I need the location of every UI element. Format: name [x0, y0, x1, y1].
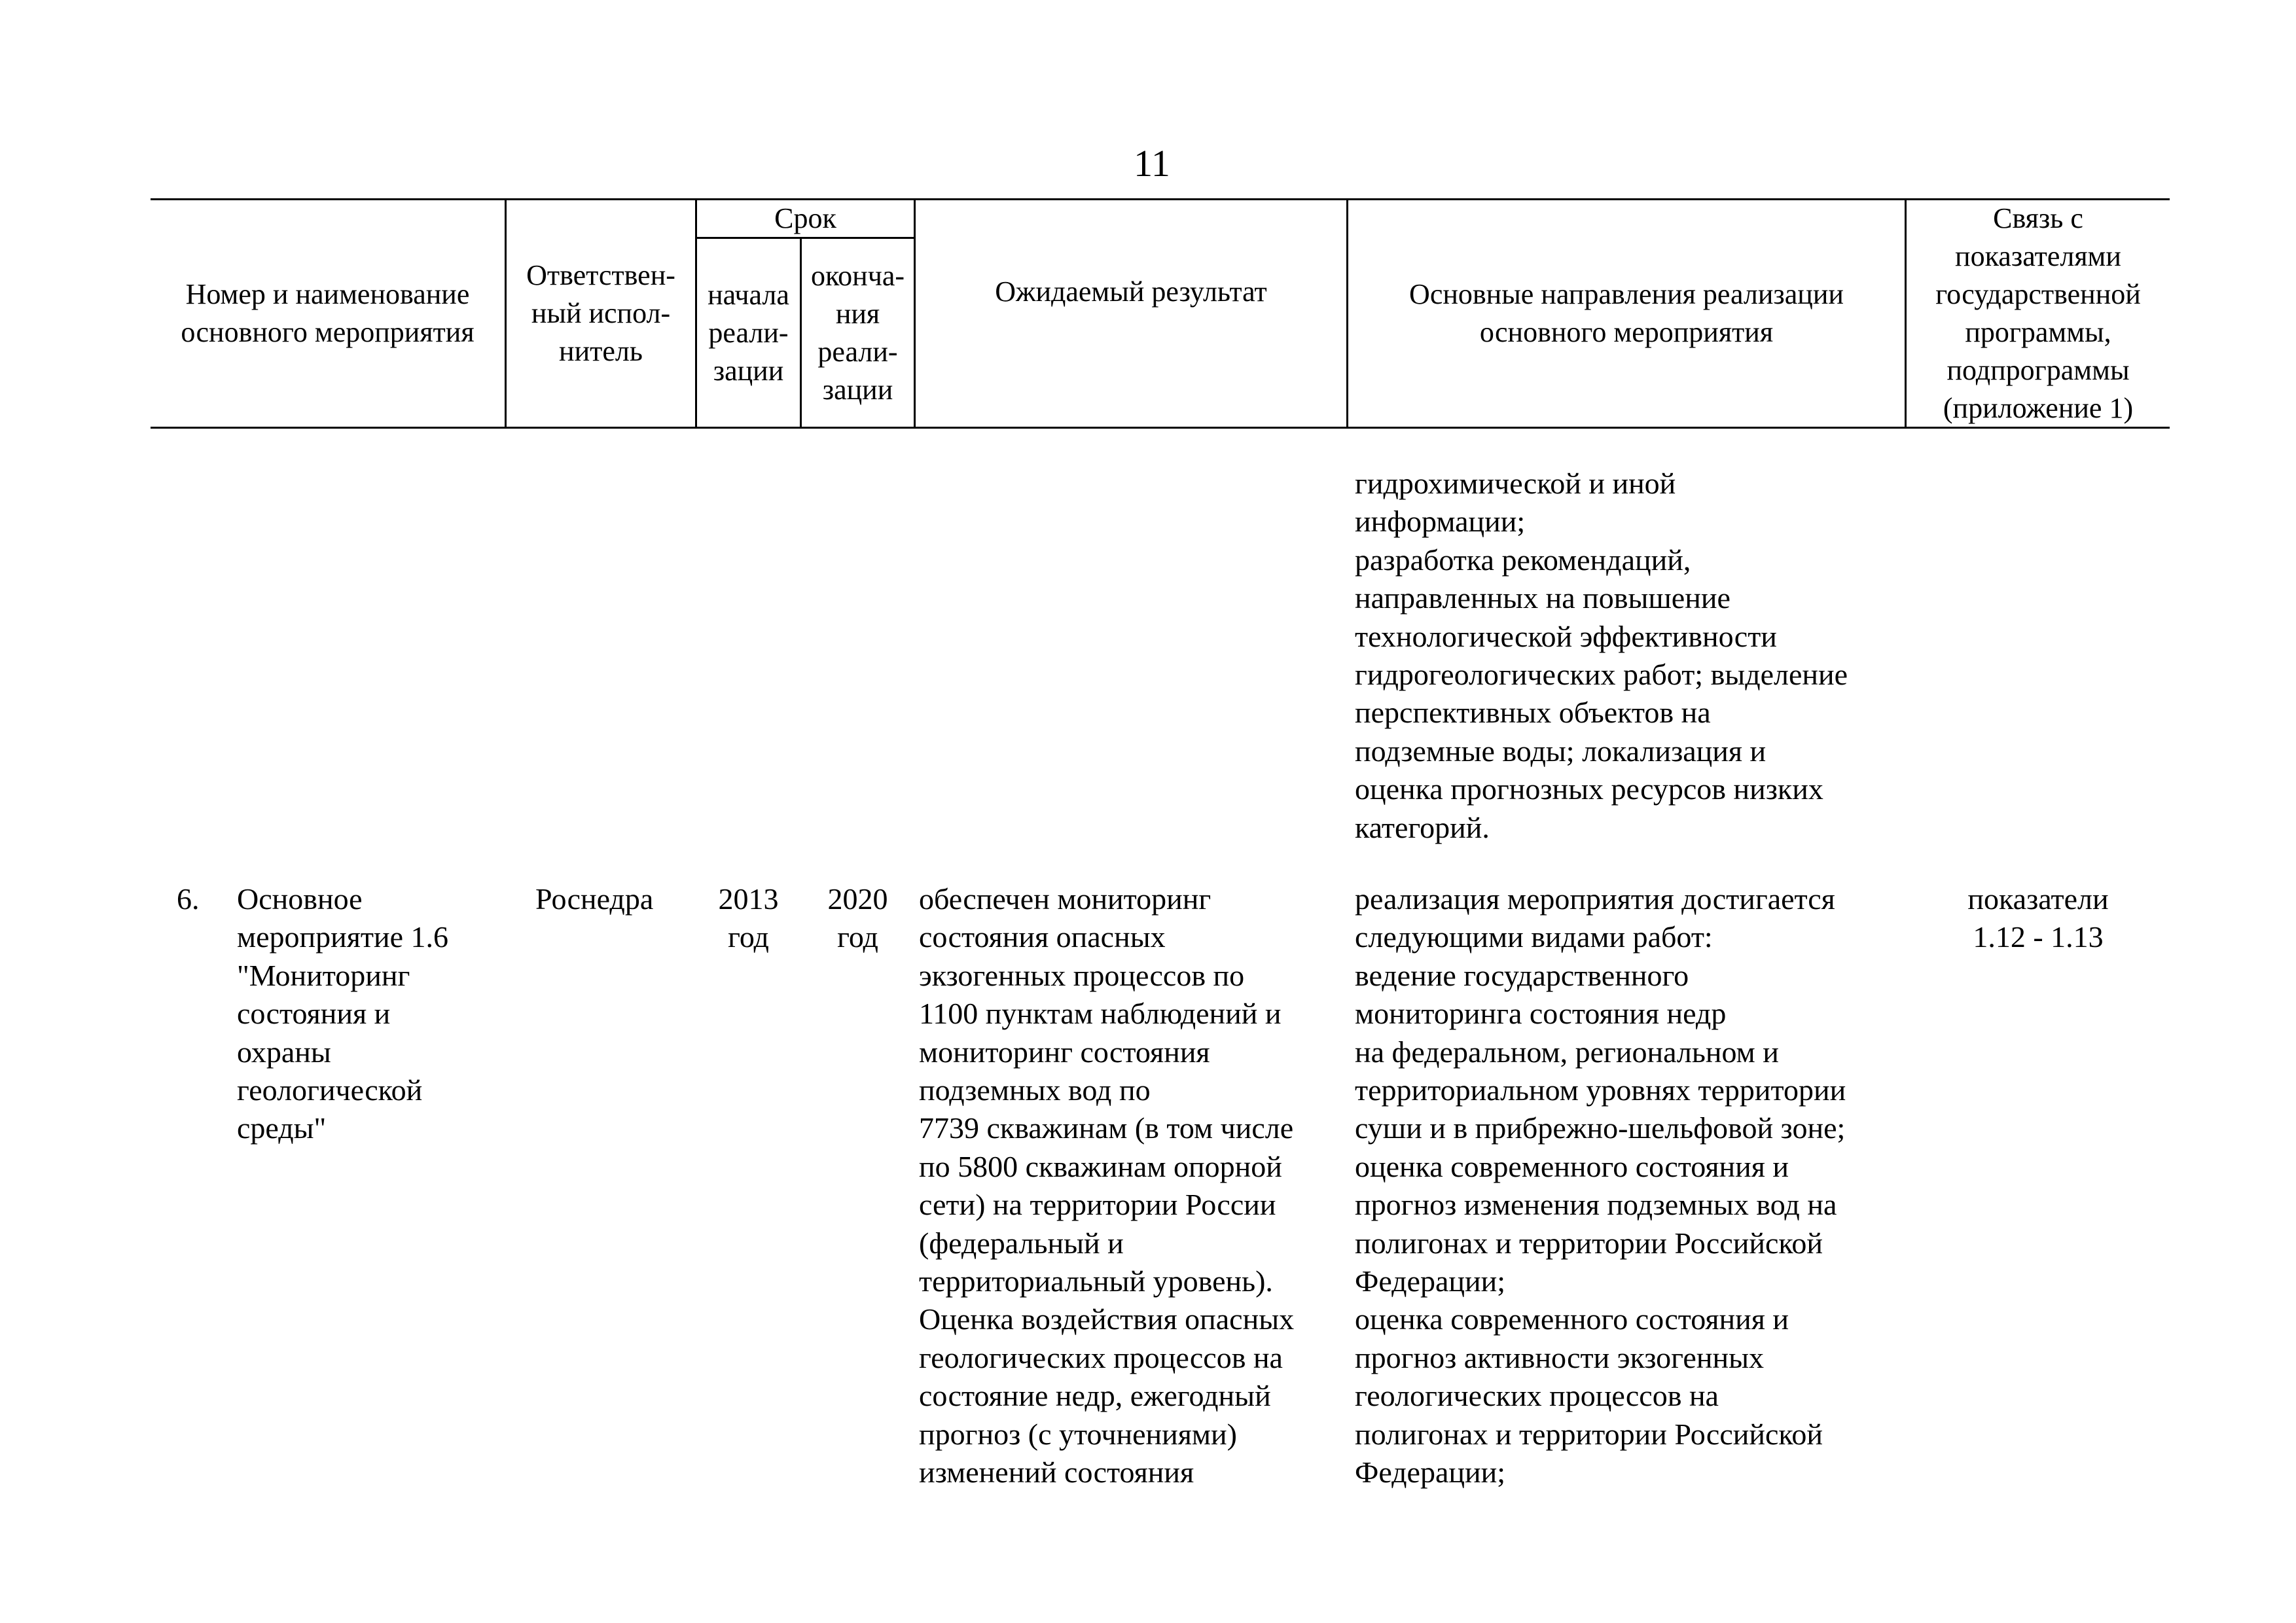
header-responsible [507, 200, 695, 427]
header-name-label: Номер и наименование основного мероприятия [181, 278, 475, 348]
table-header-bottom-border [151, 427, 2170, 429]
header-directions-label: Основные направления реализации основного мероприятия [1409, 278, 1844, 348]
row-responsible: Роснедра [535, 882, 654, 916]
header-start-label: начала реали- зации [708, 278, 789, 387]
row-directions: реализация мероприятия достигается следующими видами работ: ведение государственного мониторинга состояния недр на федеральном, региональном и территориальном уровнях территории суши и в прибрежно-шельфовой зоне; оценка современного состояния и прогноз изменения подземных вод на полигонах и территории Российской Федерации; оценка современного состояния и прогноз активности экзогенных геологических процессов на полигонах и территории Российской Федерации; [1355, 882, 1846, 1489]
row-start: 2013 год [718, 882, 779, 954]
header-end [802, 239, 914, 427]
header-end-label: оконча- ния реали- зации [811, 259, 905, 406]
row-end: 2020 год [827, 882, 888, 954]
page-number: 11 [1134, 142, 1170, 185]
row-name: Основное мероприятие 1.6 "Мониторинг состояния и охраны геологической среды" [237, 882, 449, 1145]
continuation-directions: гидрохимической и иной информации; разработка рекомендаций, направленных на повышение технологической эффективности гидрогеологических работ; выделение перспективных объектов на подземные воды; локализация и оценка прогнозных ресурсов низких категорий. [1355, 467, 1848, 844]
row-number: 6. [177, 882, 200, 916]
header-start [697, 239, 800, 427]
header-name [151, 200, 505, 427]
header-period-label: Срок [774, 202, 836, 234]
header-period [697, 200, 914, 237]
header-link [1907, 200, 2170, 427]
header-link-label: Связь с показателями государственной программы, подпрограммы (приложение 1) [1935, 202, 2141, 424]
header-result-label: Ожидаемый результат [995, 276, 1267, 308]
header-responsible-label: Ответствен- ный испол- нитель [526, 259, 675, 367]
header-directions [1348, 200, 1905, 427]
row-result: обеспечен мониторинг состояния опасных экзогенных процессов по 1100 пунктам наблюдений и мониторинг состояния подземных вод по 7739 скважинам (в том числе по 5800 скважинам опорной сети) на территории России (федеральный и территориальный уровень). Оценка воздействия опасных геологических процессов на состояние недр, ежегодный прогноз (с уточнениями) изменений состояния [919, 882, 1295, 1489]
header-result [916, 200, 1346, 383]
row-link: показатели 1.12 - 1.13 [1967, 882, 2109, 954]
